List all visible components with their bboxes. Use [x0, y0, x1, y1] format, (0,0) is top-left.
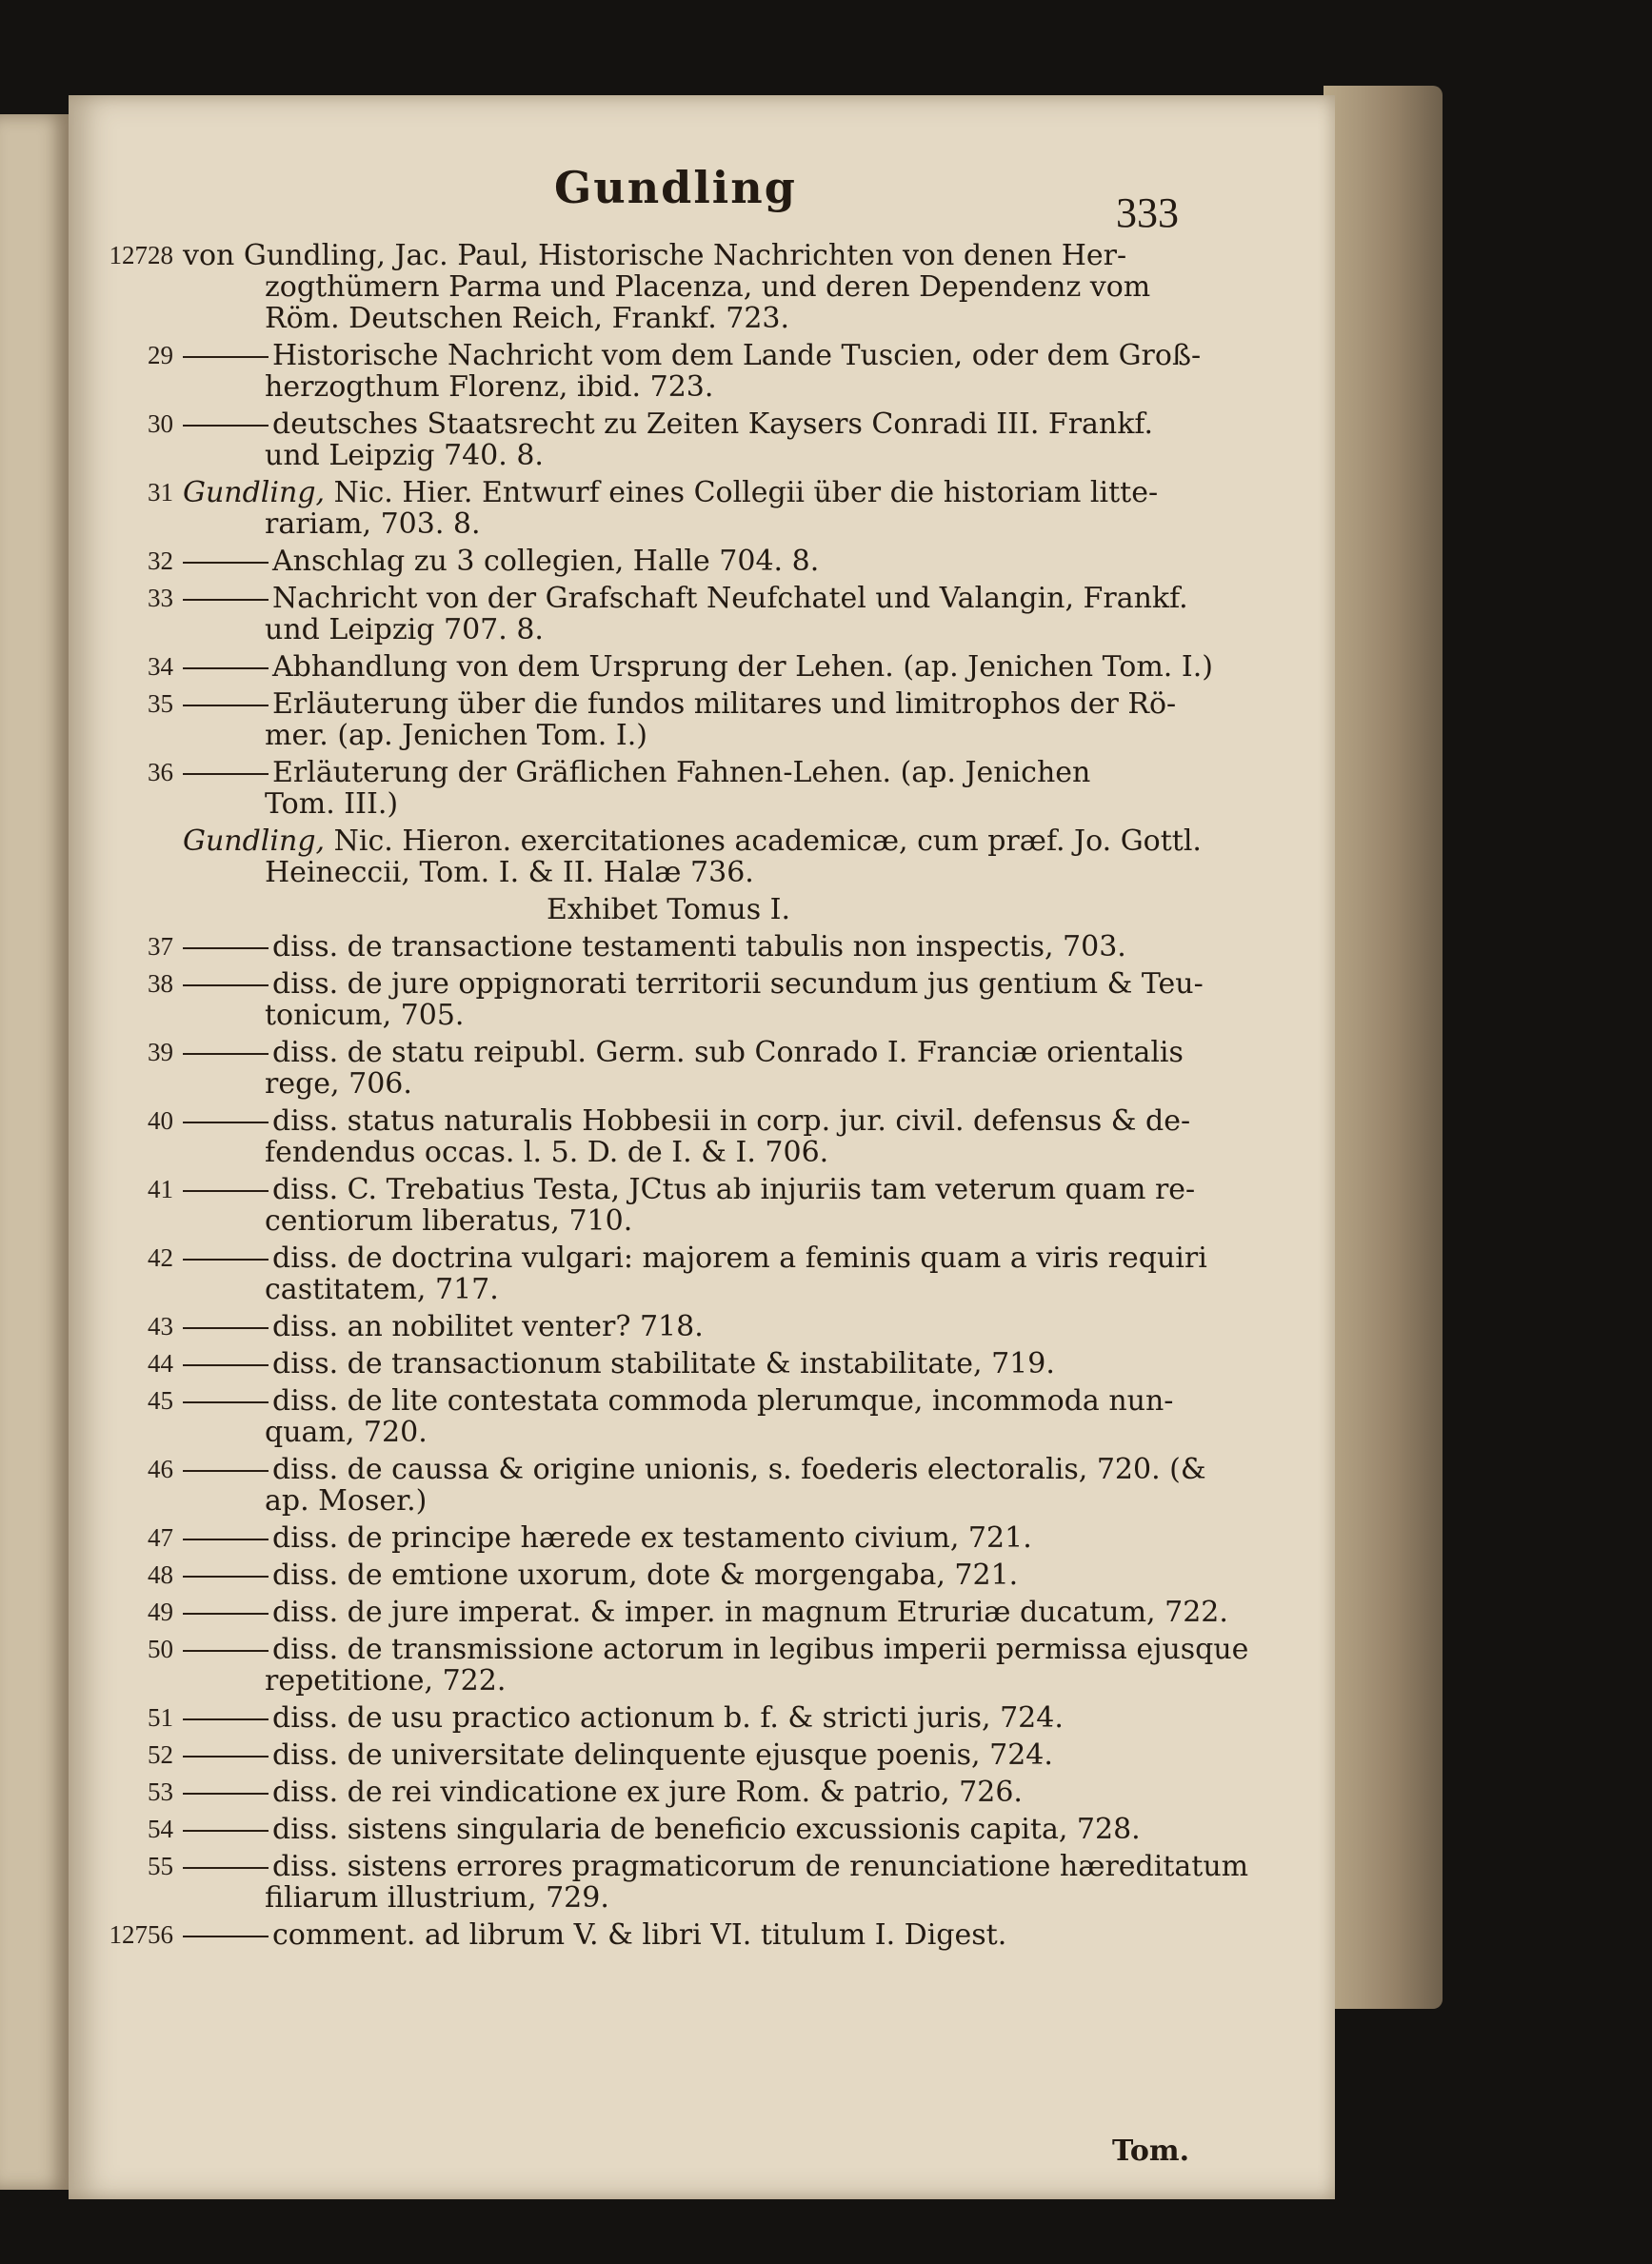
entry-text-line: diss. de jure imperat. & imper. in magnum Etruriæ ducatum, 722.: [272, 1596, 1228, 1629]
bibliography-entry: [69, 340, 1297, 403]
bibliography-entry: [69, 651, 1297, 683]
bibliography-entry: [69, 1242, 1297, 1305]
ditto-dash: [183, 1936, 269, 1937]
entry-body: [173, 688, 1297, 751]
bibliography-entry: [69, 477, 1297, 540]
bibliography-entry: [69, 757, 1297, 820]
entry-number: 36: [148, 758, 173, 786]
entry-number: 37: [148, 932, 173, 961]
entry-author: Gundling,: [183, 824, 326, 858]
bibliography-entry: [69, 1174, 1297, 1237]
ditto-dash: [183, 705, 269, 706]
book-page-edges: [1324, 86, 1443, 2009]
entry-body: [173, 1559, 1297, 1591]
entry-text-line: castitatem, 717.: [265, 1273, 499, 1306]
entry-text-line: Nic. Hieron. exercitationes academicæ, cum præf. Jo. Gottl.: [333, 824, 1202, 858]
entry-number: 12756: [109, 1920, 173, 1949]
running-header: Gundling: [554, 162, 797, 213]
ditto-dash: [183, 1756, 269, 1758]
ditto-dash: [183, 425, 269, 427]
entry-number: 41: [148, 1175, 173, 1203]
entry-text-line: diss. de transactionum stabilitate & instabilitate, 719.: [272, 1347, 1055, 1380]
ditto-dash: [183, 1718, 269, 1720]
entry-body: [173, 1814, 1297, 1845]
bibliography-entry: [69, 688, 1297, 751]
entry-number: 52: [148, 1740, 173, 1769]
entry-number: 42: [148, 1243, 173, 1272]
entry-body: [173, 477, 1297, 540]
entry-text-line: Heineccii, Tom. I. & II. Halæ 736.: [265, 856, 754, 889]
entry-number: 48: [148, 1560, 173, 1589]
entry-text-line: von Gundling, Jac. Paul, Historische Nachrichten von denen Her-: [183, 239, 1127, 272]
bibliography-entry: [69, 1454, 1297, 1517]
entry-body: [173, 1385, 1297, 1448]
entry-text-line: Historische Nachricht vom dem Lande Tuscien, oder dem Groß-: [272, 339, 1202, 372]
entry-body: [173, 1311, 1297, 1342]
entry-number: 40: [148, 1106, 173, 1135]
entry-text-line: fendendus occas. l. 5. D. de I. & I. 706.: [265, 1136, 829, 1169]
entry-text-line: diss. de emtione uxorum, dote & morgengaba, 721.: [272, 1559, 1019, 1592]
entry-text-line: und Leipzig 740. 8.: [265, 439, 544, 472]
entry-number: 12728: [109, 241, 173, 269]
entry-number: 49: [148, 1598, 173, 1626]
entry-text-line: diss. sistens singularia de beneficio excussionis capita, 728.: [272, 1813, 1141, 1846]
ditto-dash: [183, 1401, 269, 1403]
bibliography-entry: [69, 583, 1297, 645]
entry-text-line: quam, 720.: [265, 1416, 428, 1449]
entry-text-line: deutsches Staatsrecht zu Zeiten Kaysers Conradi III. Frankf.: [272, 407, 1154, 441]
entry-body: [173, 1522, 1297, 1554]
entry-body: [173, 1037, 1297, 1100]
entry-text-line: herzogthum Florenz, ibid. 723.: [265, 370, 714, 404]
entry-text-line: Nic. Hier. Entwurf eines Collegii über die historiam litte-: [333, 476, 1159, 509]
entry-number: 46: [148, 1455, 173, 1483]
ditto-dash: [183, 1364, 269, 1366]
entry-number: 50: [148, 1635, 173, 1663]
entry-text-line: diss. status naturalis Hobbesii in corp. jur. civil. defensus & de-: [272, 1104, 1191, 1138]
entry-number: 45: [148, 1386, 173, 1415]
entry-number: 39: [148, 1038, 173, 1066]
bibliography-entry: [69, 1348, 1297, 1380]
catchword: Tom.: [1112, 2135, 1190, 2168]
bibliography-entry: [69, 1851, 1297, 1914]
ditto-dash: [183, 1830, 269, 1832]
section-heading: Exhibet Tomus I.: [546, 893, 791, 926]
entry-text-line: diss. de transactione testamenti tabulis non inspectis, 703.: [272, 930, 1126, 963]
entry-body: [173, 1597, 1297, 1628]
bibliography-entry: [69, 1522, 1297, 1554]
bibliography-entry: [69, 1919, 1297, 1951]
entry-number: 29: [148, 341, 173, 369]
ditto-dash: [183, 1613, 269, 1615]
entry-number: 43: [148, 1312, 173, 1341]
entry-body: [173, 1851, 1297, 1914]
entry-number: 53: [148, 1777, 173, 1806]
entry-text-line: diss. de lite contestata commoda plerumque, incommoda nun-: [272, 1384, 1174, 1418]
bibliography-entry: [69, 825, 1297, 888]
entry-number: 55: [148, 1852, 173, 1880]
entry-text-line: diss. de usu practico actionum b. f. & stricti juris, 724.: [272, 1701, 1064, 1735]
entry-text-line: Tom. III.): [265, 787, 399, 821]
entry-text-line: ap. Moser.): [265, 1484, 428, 1518]
entry-number: [69, 825, 173, 888]
entry-body: [173, 1454, 1297, 1517]
bibliography-entry: [69, 1311, 1297, 1342]
entry-number: 51: [148, 1703, 173, 1732]
entry-body: [173, 240, 1297, 334]
ditto-dash: [183, 773, 269, 775]
entry-body: [173, 757, 1297, 820]
bibliography-entry: [69, 408, 1297, 471]
entry-body: [173, 651, 1297, 683]
entry-body: [173, 1174, 1297, 1237]
entry-body: [173, 1634, 1297, 1697]
entry-text-line: diss. de principe hærede ex testamento civium, 721.: [272, 1521, 1032, 1555]
entry-text-line: diss. C. Trebatius Testa, JCtus ab injuriis tam veterum quam re-: [272, 1173, 1196, 1206]
entry-text-line: diss. de statu reipubl. Germ. sub Conrado I. Franciæ orientalis: [272, 1036, 1184, 1069]
ditto-dash: [183, 984, 269, 986]
bibliography-entry: [69, 1385, 1297, 1448]
ditto-dash: [183, 1122, 269, 1123]
bibliography-entry: [69, 240, 1297, 334]
entry-text-line: Abhandlung von dem Ursprung der Lehen. (ap. Jenichen Tom. I.): [272, 650, 1213, 684]
entry-body: [173, 1919, 1297, 1951]
ditto-dash: [183, 1470, 269, 1472]
entry-text-line: repetitione, 722.: [265, 1664, 507, 1698]
ditto-dash: [183, 599, 269, 601]
ditto-dash: [183, 1539, 269, 1540]
entry-number: 38: [148, 969, 173, 998]
bibliography-entry: [69, 968, 1297, 1031]
ditto-dash: [183, 1190, 269, 1192]
ditto-dash: [183, 1650, 269, 1652]
book-page: [69, 95, 1335, 2199]
bibliography-entry: [69, 1634, 1297, 1697]
entry-number: 44: [148, 1349, 173, 1378]
entry-body: [173, 1105, 1297, 1168]
bibliography-entry: [69, 1597, 1297, 1628]
entry-body: [173, 968, 1297, 1031]
entry-body: [173, 1739, 1297, 1771]
entry-text-line: Röm. Deutschen Reich, Frankf. 723.: [265, 302, 790, 335]
bibliography-entries: [69, 240, 1297, 1956]
entry-text-line: centiorum liberatus, 710.: [265, 1204, 633, 1238]
entry-number: 30: [148, 409, 173, 438]
ditto-dash: [183, 667, 269, 669]
entry-body: [173, 1348, 1297, 1380]
entry-number: 47: [148, 1523, 173, 1552]
entry-text-line: diss. sistens errores pragmaticorum de renunciatione hæreditatum: [272, 1850, 1249, 1883]
entry-text-line: tonicum, 705.: [265, 999, 465, 1032]
entry-number: 32: [148, 546, 173, 575]
entry-text-line: Erläuterung über die fundos militares und limitrophos der Rö-: [272, 687, 1177, 721]
entry-text-line: diss. de doctrina vulgari: majorem a feminis quam a viris requiri: [272, 1241, 1207, 1275]
entry-text-line: rege, 706.: [265, 1067, 412, 1101]
bibliography-entry: [69, 1739, 1297, 1771]
entry-body: [173, 340, 1297, 403]
ditto-dash: [183, 1053, 269, 1055]
entry-text-line: diss. de rei vindicatione ex jure Rom. & patrio, 726.: [272, 1776, 1023, 1809]
entry-body: [173, 931, 1297, 963]
bibliography-entry: [69, 931, 1297, 963]
entry-body: [173, 408, 1297, 471]
entry-text-line: Nachricht von der Grafschaft Neufchatel und Valangin, Frankf.: [272, 582, 1188, 615]
ditto-dash: [183, 1576, 269, 1578]
entry-text-line: diss. de caussa & origine unionis, s. foederis electoralis, 720. (&: [272, 1453, 1206, 1486]
entry-body: [173, 583, 1297, 645]
entry-text-line: zogthümern Parma und Placenza, und deren Dependenz vom: [265, 270, 1151, 304]
entry-body: [173, 1777, 1297, 1808]
entry-body: [173, 546, 1297, 577]
facing-page-edge: [0, 114, 69, 2190]
entry-text-line: rariam, 703. 8.: [265, 507, 481, 541]
page-number: 333: [1116, 189, 1179, 236]
entry-text-line: filiarum illustrium, 729.: [265, 1881, 609, 1915]
entry-author: Gundling,: [183, 476, 326, 509]
entry-text-line: comment. ad librum V. & libri VI. titulum I. Digest.: [272, 1918, 1007, 1952]
entry-text-line: diss. de universitate delinquente ejusque poenis, 724.: [272, 1738, 1053, 1772]
entry-body: [173, 1702, 1297, 1734]
entry-body: [173, 825, 1297, 888]
ditto-dash: [183, 1793, 269, 1795]
entry-text-line: diss. de transmissione actorum in legibus imperii permissa ejusque: [272, 1633, 1249, 1666]
entry-text-line: diss. an nobilitet venter? 718.: [272, 1310, 704, 1343]
entry-number: 34: [148, 652, 173, 681]
entry-number: 33: [148, 584, 173, 612]
bibliography-entry: [69, 546, 1297, 577]
entry-text-line: und Leipzig 707. 8.: [265, 613, 544, 646]
ditto-dash: [183, 562, 269, 564]
ditto-dash: [183, 947, 269, 949]
entry-text-line: Anschlag zu 3 collegien, Halle 704. 8.: [272, 545, 820, 578]
entry-body: [173, 1242, 1297, 1305]
entry-number: 31: [148, 478, 173, 506]
entry-number: 54: [148, 1815, 173, 1843]
bibliography-entry: [69, 1559, 1297, 1591]
bibliography-entry: [69, 1777, 1297, 1808]
entry-text-line: Erläuterung der Gräflichen Fahnen-Lehen. (ap. Jenichen: [272, 756, 1091, 789]
ditto-dash: [183, 1327, 269, 1329]
bibliography-entry: [69, 1105, 1297, 1168]
bibliography-entry: [69, 1814, 1297, 1845]
entry-text-line: mer. (ap. Jenichen Tom. I.): [265, 719, 647, 752]
bibliography-entry: [69, 1037, 1297, 1100]
ditto-dash: [183, 1259, 269, 1261]
entry-number: 35: [148, 689, 173, 718]
bibliography-entry: [69, 1702, 1297, 1734]
ditto-dash: [183, 356, 269, 358]
ditto-dash: [183, 1867, 269, 1869]
entry-text-line: diss. de jure oppignorati territorii secundum jus gentium & Teu-: [272, 967, 1204, 1001]
